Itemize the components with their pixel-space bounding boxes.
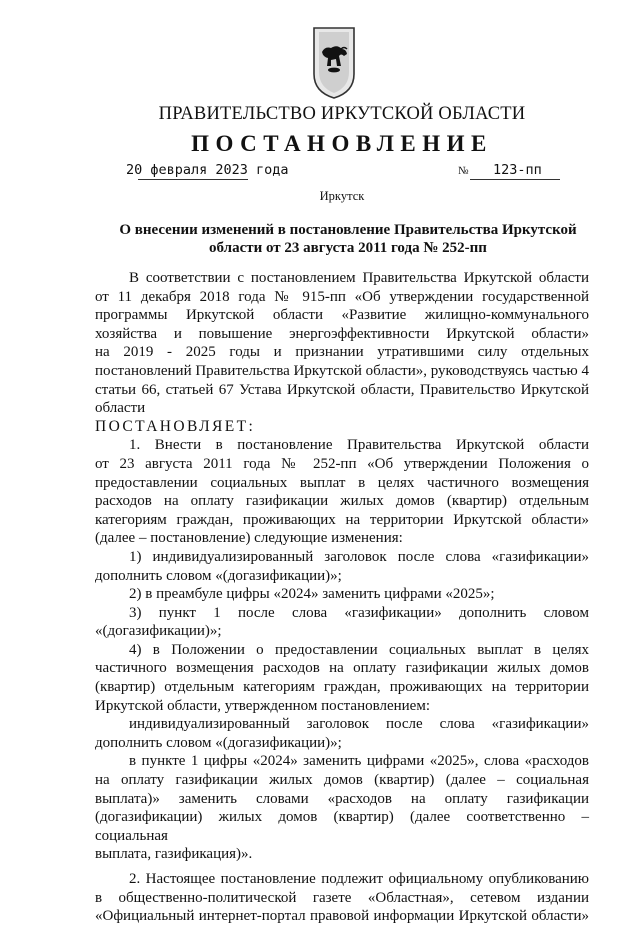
city-name: Иркутск (319, 189, 365, 203)
preamble-line: программы Иркутской области «Развитие жилищно-коммунального (95, 307, 589, 324)
item1-line: предоставлении социальных выплат в целях частичного возмещения (95, 474, 589, 491)
heading-line: О внесении изменений в постановление Правительства Иркутской (119, 222, 577, 238)
subitem4b-line: в пункте 1 цифры «2024» заменить цифрами «2025», слова «расходов (129, 753, 589, 770)
subitem4a-line: индивидуализированный заголовок после слова «газификации» (129, 716, 589, 733)
preamble-line: статьи 66, статьей 67 Устава Иркутской области, Правительство Иркутской (95, 381, 589, 398)
item1-line: 1. Внести в постановление Правительства Иркутской области (129, 437, 589, 454)
subitem2-line: 2) в преамбуле цифры «2024» заменить цифрами «2025»; (129, 586, 495, 603)
preamble-line: В соответствии с постановлением Правительства Иркутской области (129, 270, 589, 286)
document-heading (110, 221, 586, 257)
subitem4-line: 4) в Положении о предоставлении социальных выплат в целях (129, 641, 589, 658)
subitem4a-line: дополнить словом «(догазификации)»; (95, 734, 342, 751)
date-underline (138, 179, 248, 180)
item2-line: «Официальный интернет-портал правовой информации Иркутской области» (95, 908, 589, 925)
item1-line: категориям граждан, проживающих на территории Иркутской области» (95, 511, 589, 528)
subitem4-line: (квартир) отдельным категориям граждан, проживающих на территории (95, 679, 589, 696)
subitem4-line: Иркутской области, утвержденном постановлением: (95, 697, 431, 714)
subitem4b-line: выплата, газификация)». (95, 846, 253, 863)
subitem4b-line: на оплату газификации жилых домов (квартир) (далее – социальная (95, 772, 589, 789)
document-type: ПОСТАНОВЛЕНИЕ (191, 131, 493, 156)
item1-line: (далее – постановление) следующие изменения: (95, 530, 403, 547)
resolve-word: ПОСТАНОВЛЯЕТ: (95, 417, 256, 435)
coat-of-arms-emblem (311, 22, 357, 100)
subitem1-line: 1) индивидуализированный заголовок после слова «газификации» (129, 548, 589, 565)
subitem4b-line: (догазификации) жилых домов (квартир) (далее соответственно – социальная (95, 809, 589, 844)
preamble-line: области (95, 400, 146, 417)
heading-line: области от 23 августа 2011 года № 252-пп (209, 240, 487, 256)
number-underline (470, 179, 560, 180)
government-name: ПРАВИТЕЛЬСТВО ИРКУТСКОЙ ОБЛАСТИ (158, 104, 526, 124)
item2-line: в общественно-политической газете «Областная», сетевом издании (95, 889, 589, 906)
number-sign: № (458, 165, 469, 177)
preamble-line: постановлений Правительства Иркутской области», руководствуясь частью 4 (95, 362, 590, 379)
preamble-line: на 2019 - 2025 годы и признании утратившими силу отдельных (95, 344, 589, 361)
subitem4-line: частичного возмещения расходов на оплату газификации жилых домов (95, 660, 589, 677)
document-number: 123-пп (493, 162, 542, 178)
document-date: 20 февраля 2023 года (126, 162, 289, 178)
item1-line: от 23 августа 2011 года № 252-пп «Об утверждении Положения о (95, 455, 589, 472)
subitem1-line: дополнить словом «(догазификации)»; (95, 567, 342, 584)
item2-line: 2. Настоящее постановление подлежит официальному опубликованию (129, 871, 589, 887)
document-body (95, 269, 589, 926)
preamble-line: хозяйства и повышение энергоэффективности Иркутской области» (95, 325, 589, 342)
subitem3-line: 3) пункт 1 после слова «газификации» дополнить словом (129, 604, 589, 621)
subitem4b-line: выплата)» заменить словами «расходов на оплату газификации (95, 790, 589, 807)
subitem3-line: «(догазификации)»; (95, 623, 222, 640)
preamble-line: от 11 декабря 2018 года № 915-пп «Об утверждении государственной (95, 288, 589, 305)
item1-line: расходов на оплату газификации жилых домов (квартир) отдельным (95, 493, 589, 510)
